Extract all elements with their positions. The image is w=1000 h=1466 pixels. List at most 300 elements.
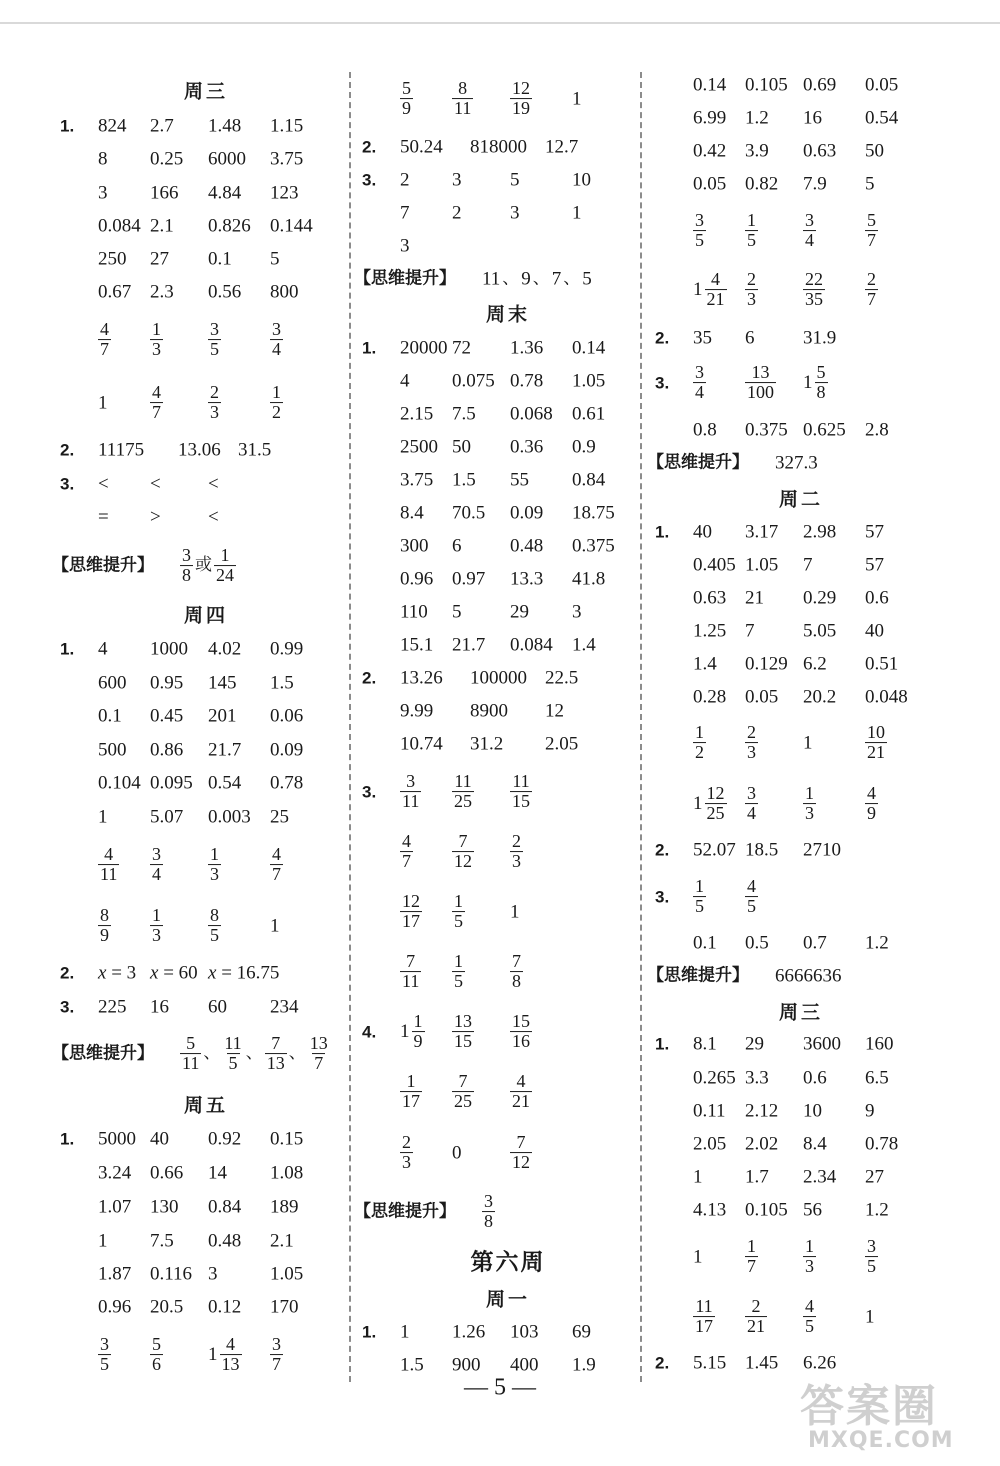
answer-cell: 31.2: [470, 733, 504, 755]
answer-cell: 12: [545, 700, 564, 722]
section-heading: 周末: [485, 303, 530, 326]
answer-cell: [510, 952, 523, 992]
answer-cell: 1: [572, 202, 582, 224]
answer-cell: 145: [208, 672, 237, 694]
answer-cell: [400, 79, 413, 119]
answer-row: [60, 844, 352, 885]
answer-cell: [803, 270, 825, 310]
answer-cell: 13.3: [510, 568, 544, 590]
answer-cell: 3: [400, 235, 410, 257]
answer-cell: 1: [400, 1321, 410, 1343]
fraction: $\frac{1}{3}$: [152, 319, 161, 360]
answer-cell: 0.48: [510, 535, 544, 557]
answer-cell: 18.75: [572, 502, 615, 524]
answer-cell: 40: [150, 1128, 169, 1150]
answer-cell: 0.54: [865, 107, 899, 129]
answer-cell: [270, 845, 283, 885]
mixed-number: 1 $\frac{12}{25}$: [693, 783, 725, 824]
answer-cell: 6: [745, 327, 755, 349]
answer-cell: 824: [98, 115, 127, 137]
answer-cell: [150, 320, 163, 360]
answer-cell: 3600: [803, 1033, 841, 1055]
answer-row: [362, 78, 654, 119]
answer-cell: 0.003: [208, 806, 251, 828]
question-number: 3.: [362, 782, 377, 802]
answer-cell: 1.7: [745, 1166, 769, 1188]
answer-cell: 1: [693, 1166, 703, 1188]
answer-row: [60, 1162, 352, 1184]
question-number: 1.: [60, 639, 75, 659]
fraction: $\frac{2}{3}$: [747, 269, 756, 310]
answer-row: [60, 382, 352, 423]
fraction: $\frac{2}{3}$: [402, 1132, 411, 1173]
fraction: $\frac{11}{5}$: [224, 1033, 242, 1074]
answer-cell: 40: [865, 620, 884, 642]
answer-cell: [693, 363, 706, 403]
question-number: 2.: [655, 1353, 670, 1373]
fraction: $\frac{11}{25}$: [454, 771, 472, 812]
fraction: $\frac{15}{16}$: [512, 1011, 530, 1052]
answer-row: [60, 1196, 352, 1218]
answer-row: [362, 502, 654, 524]
answer-row: [362, 667, 654, 689]
answer-cell: 818000: [470, 136, 527, 158]
fraction: $\frac{7}{11}$: [402, 951, 420, 992]
answer-cell: 1.48: [208, 115, 242, 137]
answer-row: [362, 568, 654, 590]
answer-cell: 0.12: [208, 1296, 242, 1318]
answer-row: [655, 1166, 947, 1188]
fraction: $\frac{13}{7}$: [309, 1033, 328, 1074]
answer-cell: 56: [803, 1199, 822, 1221]
section-heading: 第六周: [470, 1248, 546, 1276]
answer-row: [655, 1236, 947, 1277]
section-heading: 周三: [183, 80, 228, 103]
fraction: $\frac{7}{13}$: [266, 1033, 285, 1074]
answer-cell: 10.74: [400, 733, 443, 755]
answer-cell: [745, 1237, 758, 1277]
fraction: $\frac{2}{21}$: [747, 1296, 765, 1337]
answer-cell: 13.26: [400, 667, 443, 689]
answer-cell: [693, 270, 727, 310]
answer-cell: 7.9: [803, 173, 827, 195]
fraction: $\frac{4}{21}$: [512, 1071, 530, 1112]
thinking-answer-row: [52, 545, 352, 586]
answer-cell: 2.02: [745, 1133, 779, 1155]
fraction: $\frac{4}{21}$: [706, 269, 725, 310]
answer-cell: [270, 320, 283, 360]
answer-row: [362, 771, 654, 812]
fraction: $\frac{4}{7}$: [152, 382, 161, 423]
answer-cell: [745, 363, 776, 403]
answer-cell: [150, 906, 163, 946]
answer-cell: 0.82: [745, 173, 779, 195]
answer-cell: [745, 270, 758, 310]
answer-cell: 0.6: [865, 587, 889, 609]
answer-row: [655, 620, 947, 642]
answer-row: [362, 235, 654, 257]
answer-cell: [452, 79, 473, 119]
fraction: $\frac{3}{7}$: [272, 1334, 281, 1375]
question-number: 2.: [655, 840, 670, 860]
answer-cell: [400, 952, 421, 992]
answer-cell: 0.826: [208, 215, 251, 237]
answer-cell: 7.5: [150, 1230, 174, 1252]
answer-cell: 0.95: [150, 672, 184, 694]
answer-cell: 201: [208, 705, 237, 727]
answer-cell: 2: [452, 202, 462, 224]
answer-cell: 1.4: [693, 653, 717, 675]
answer-row: [362, 831, 654, 872]
answer-cell: [98, 320, 111, 360]
fraction: $\frac{5}{9}$: [402, 78, 411, 119]
column-divider: [640, 72, 642, 1382]
answer-cell: 3: [510, 202, 520, 224]
answer-cell: 2.05: [693, 1133, 727, 1155]
answer-cell: 130: [150, 1196, 179, 1218]
answer-cell: 2.8: [865, 419, 889, 441]
answer-cell: [803, 784, 816, 824]
answer-row: [60, 962, 352, 984]
answer-cell: 8.4: [400, 502, 424, 524]
answer-cell: 0.05: [693, 173, 727, 195]
answer-row: [60, 638, 352, 660]
answer-cell: 70.5: [452, 502, 486, 524]
answer-row: [655, 269, 947, 310]
thinking-answer: 6666636: [775, 965, 842, 987]
question-number: 1.: [60, 1129, 75, 1149]
answer-cell: 50: [865, 140, 884, 162]
answer-column-left: [52, 72, 352, 1392]
thinking-label: 【思维提升】: [354, 268, 456, 289]
answer-cell: 0.048: [865, 686, 908, 708]
thinking-answer: 327.3: [775, 452, 818, 474]
answer-cell: 8.4: [803, 1133, 827, 1155]
answer-cell: 0.51: [865, 653, 899, 675]
answer-cell: 4.13: [693, 1199, 727, 1221]
answer-row: [60, 473, 352, 495]
answer-cell: [803, 363, 828, 403]
answer-cell: 3: [572, 601, 582, 623]
answer-cell: 1.26: [452, 1321, 486, 1343]
answer-cell: 21.7: [208, 739, 242, 761]
answer-cell: 29: [745, 1033, 764, 1055]
answer-row: [60, 772, 352, 794]
answer-cell: 3.17: [745, 521, 779, 543]
fraction: $\frac{3}{8}$: [484, 1191, 493, 1232]
answer-cell: [510, 832, 523, 872]
fraction: $\frac{2}{7}$: [867, 269, 876, 310]
answer-cell: 1: [572, 88, 582, 110]
answer-cell: <: [208, 506, 219, 528]
thinking-label: 【思维提升】: [52, 1043, 154, 1064]
answer-cell: 1.36: [510, 337, 544, 359]
answer-row: [60, 996, 352, 1018]
answer-cell: [693, 211, 706, 251]
answer-cell: [208, 383, 221, 423]
answer-cell: 500: [98, 739, 127, 761]
answer-row: [60, 215, 352, 237]
page-number: — 5 —: [464, 1374, 536, 1401]
answer-cell: 7: [400, 202, 410, 224]
watermark-logo: [790, 1370, 995, 1460]
answer-row: [362, 634, 654, 656]
answer-row: [655, 587, 947, 609]
answer-cell: [400, 832, 413, 872]
section-heading: 周二: [778, 488, 823, 511]
thinking-answer: 11 、 9 、 7 、 5: [482, 268, 592, 290]
fraction: $\frac{2}{3}$: [747, 722, 756, 763]
answer-cell: [452, 1012, 474, 1052]
thinking-answer-row: [354, 268, 654, 290]
answer-cell: [208, 320, 221, 360]
answer-cell: 4.84: [208, 182, 242, 204]
answer-cell: 170: [270, 1296, 299, 1318]
answer-cell: 18.5: [745, 839, 779, 861]
answer-cell: 0.96: [98, 1296, 132, 1318]
fraction: $\frac{8}{9}$: [100, 905, 109, 946]
answer-row: [60, 1296, 352, 1318]
answer-cell: [98, 845, 119, 885]
answer-row: [60, 672, 352, 694]
answer-cell: 0.25: [150, 148, 184, 170]
answer-cell: 0.1: [208, 248, 232, 270]
answer-cell: 27: [865, 1166, 884, 1188]
answer-cell: 1.87: [98, 1263, 132, 1285]
answer-row: [362, 1011, 654, 1052]
answer-cell: 160: [865, 1033, 894, 1055]
answer-cell: 0.405: [693, 554, 736, 576]
answer-cell: 27: [150, 248, 169, 270]
answer-cell: 7.5: [452, 403, 476, 425]
fraction: $\frac{4}{13}$: [221, 1334, 240, 1375]
answer-cell: 0.144: [270, 215, 313, 237]
answer-row: [362, 1321, 654, 1343]
answer-cell: 1.5: [270, 672, 294, 694]
answer-cell: 0.48: [208, 1230, 242, 1252]
fraction: $\frac{3}{5}$: [867, 1236, 876, 1277]
answer-cell: 9.99: [400, 700, 434, 722]
fraction: $\frac{1}{9}$: [413, 1011, 423, 1052]
answer-row: [362, 169, 654, 191]
answer-cell: [270, 1335, 283, 1375]
answer-row: [655, 783, 947, 824]
answer-cell: 21: [745, 587, 764, 609]
answer-row: [655, 839, 947, 861]
answer-cell: 0.78: [865, 1133, 899, 1155]
answer-row: [60, 248, 352, 270]
fraction: $\frac{7}{12}$: [512, 1132, 530, 1173]
answer-row: [362, 136, 654, 158]
answer-cell: [452, 952, 465, 992]
answer-row: [655, 1067, 947, 1089]
answer-cell: [510, 1133, 532, 1173]
answer-cell: 2.7: [150, 115, 174, 137]
fraction: $\frac{4}{7}$: [100, 319, 109, 360]
page-top-rule: [0, 22, 1000, 24]
answer-cell: 0.14: [572, 337, 606, 359]
answer-cell: 0.14: [693, 74, 727, 96]
answer-cell: 0.56: [208, 281, 242, 303]
question-number: 2.: [60, 440, 75, 460]
answer-row: [362, 337, 654, 359]
thinking-label: 【思维提升】: [647, 965, 749, 986]
answer-row: [655, 107, 947, 129]
answer-cell: 0.265: [693, 1067, 736, 1089]
answer-cell: >: [150, 506, 161, 528]
question-number: 1.: [60, 116, 75, 136]
fraction: $\frac{3}{5}$: [210, 319, 219, 360]
section-heading: 周一: [485, 1288, 530, 1311]
answer-cell: 69: [572, 1321, 591, 1343]
fraction: $\frac{3}{4}$: [805, 210, 814, 251]
question-number: 2.: [655, 328, 670, 348]
answer-cell: 900: [452, 1354, 481, 1376]
answer-cell: 21.7: [452, 634, 486, 656]
answer-row: [362, 436, 654, 458]
answer-row: [655, 1133, 947, 1155]
answer-cell: x = 60: [150, 962, 198, 984]
answer-cell: 1: [270, 915, 280, 937]
answer-cell: 2: [400, 169, 410, 191]
answer-cell: 12.7: [545, 136, 579, 158]
answer-cell: 0: [452, 1142, 462, 1164]
answer-cell: 3: [208, 1263, 218, 1285]
fraction: $\frac{3}{4}$: [747, 783, 756, 824]
answer-cell: 225: [98, 996, 127, 1018]
answer-cell: 1: [865, 1306, 875, 1328]
thinking-answer-row: [52, 1033, 352, 1074]
thinking-answer-row: [647, 452, 947, 474]
answer-cell: 1000: [150, 638, 188, 660]
answer-cell: 3.75: [400, 469, 434, 491]
answer-cell: 13.06: [178, 439, 221, 461]
answer-cell: 7: [803, 554, 813, 576]
question-number: 3.: [655, 887, 670, 907]
answer-row: [655, 1199, 947, 1221]
answer-cell: 52.07: [693, 839, 736, 861]
answer-cell: 10: [572, 169, 591, 191]
answer-cell: 1: [98, 806, 108, 828]
answer-cell: [400, 892, 422, 932]
answer-cell: 8.1: [693, 1033, 717, 1055]
answer-cell: <: [98, 473, 109, 495]
answer-cell: 0.09: [270, 739, 304, 761]
answer-row: [655, 1100, 947, 1122]
answer-cell: 1.5: [452, 469, 476, 491]
answer-cell: [452, 892, 465, 932]
answer-row: [362, 370, 654, 392]
answer-cell: 6.5: [865, 1067, 889, 1089]
answer-cell: 14: [208, 1162, 227, 1184]
question-number: 1.: [362, 1322, 377, 1342]
answer-cell: 1: [693, 1246, 703, 1268]
answer-row: [655, 173, 947, 195]
answer-cell: 57: [865, 554, 884, 576]
answer-cell: 11175: [98, 439, 145, 461]
thinking-answer: $\frac{3}{8}$ 或 $\frac{1}{24}$: [182, 545, 234, 586]
answer-cell: 0.69: [803, 74, 837, 96]
mixed-number: 1 $\frac{4}{13}$: [208, 1334, 240, 1375]
answer-cell: [745, 1297, 767, 1337]
answer-row: [655, 1033, 947, 1055]
fraction: $\frac{4}{5}$: [805, 1296, 814, 1337]
answer-cell: 2.1: [270, 1230, 294, 1252]
answer-cell: 6.2: [803, 653, 827, 675]
answer-cell: 0.105: [745, 74, 788, 96]
answer-cell: 1.4: [572, 634, 596, 656]
answer-cell: x = 3: [98, 962, 137, 984]
answer-cell: 103: [510, 1321, 539, 1343]
answer-cell: 189: [270, 1196, 299, 1218]
answer-row: [655, 140, 947, 162]
answer-cell: 1.07: [98, 1196, 132, 1218]
answer-cell: 300: [400, 535, 429, 557]
answer-cell: 0.105: [745, 1199, 788, 1221]
answer-cell: [452, 772, 474, 812]
answer-cell: 0.45: [150, 705, 184, 727]
answer-row: [60, 905, 352, 946]
answer-cell: 400: [510, 1354, 539, 1376]
answer-cell: 0.7: [803, 932, 827, 954]
watermark-text: 答案圈: [800, 1381, 938, 1432]
answer-row: [362, 469, 654, 491]
answer-cell: 35: [693, 327, 712, 349]
answer-cell: 0.99: [270, 638, 304, 660]
answer-row: [655, 74, 947, 96]
answer-cell: 1.2: [865, 1199, 889, 1221]
thinking-answer: $\frac{5}{11}$ 、 $\frac{11}{5}$ 、 $\frac{7}{13}$ 、 $\frac{13}{7}$: [182, 1033, 328, 1074]
fraction: $\frac{4}{5}$: [747, 876, 756, 917]
answer-cell: 57: [865, 521, 884, 543]
fraction: $\frac{1}{3}$: [152, 905, 161, 946]
answer-cell: 22.5: [545, 667, 579, 689]
answer-cell: 0.6: [803, 1067, 827, 1089]
answer-cell: 1.15: [270, 115, 304, 137]
fraction: $\frac{11}{15}$: [512, 771, 530, 812]
fraction: $\frac{2}{3}$: [512, 831, 521, 872]
answer-row: [362, 1354, 654, 1376]
fraction: $\frac{12}{19}$: [512, 78, 530, 119]
answer-row: [60, 1128, 352, 1150]
answer-row: [60, 1263, 352, 1285]
answer-cell: 5.15: [693, 1352, 727, 1374]
question-number: 3.: [60, 474, 75, 494]
answer-row: [60, 705, 352, 727]
answer-cell: 50.24: [400, 136, 443, 158]
fraction: $\frac{5}{8}$: [816, 362, 826, 403]
mixed-number: 1 $\frac{4}{21}$: [693, 269, 725, 310]
answer-cell: 0.625: [803, 419, 846, 441]
answer-row: [362, 891, 654, 932]
fraction: $\frac{11}{17}$: [695, 1296, 713, 1337]
thinking-label: 【思维提升】: [52, 555, 154, 576]
question-number: 2.: [362, 668, 377, 688]
answer-cell: 1.9: [572, 1354, 596, 1376]
answer-cell: [865, 270, 878, 310]
answer-cell: 10: [803, 1100, 822, 1122]
fraction: $\frac{1}{3}$: [805, 1236, 814, 1277]
answer-cell: [400, 1012, 425, 1052]
answer-cell: 0.068: [510, 403, 553, 425]
question-number: 1.: [655, 1034, 670, 1054]
answer-cell: 0.084: [510, 634, 553, 656]
answer-row: [655, 419, 947, 441]
answer-row: [362, 1071, 654, 1112]
fraction: $\frac{7}{12}$: [454, 831, 472, 872]
answer-row: [60, 506, 352, 528]
answer-cell: 55: [510, 469, 529, 491]
